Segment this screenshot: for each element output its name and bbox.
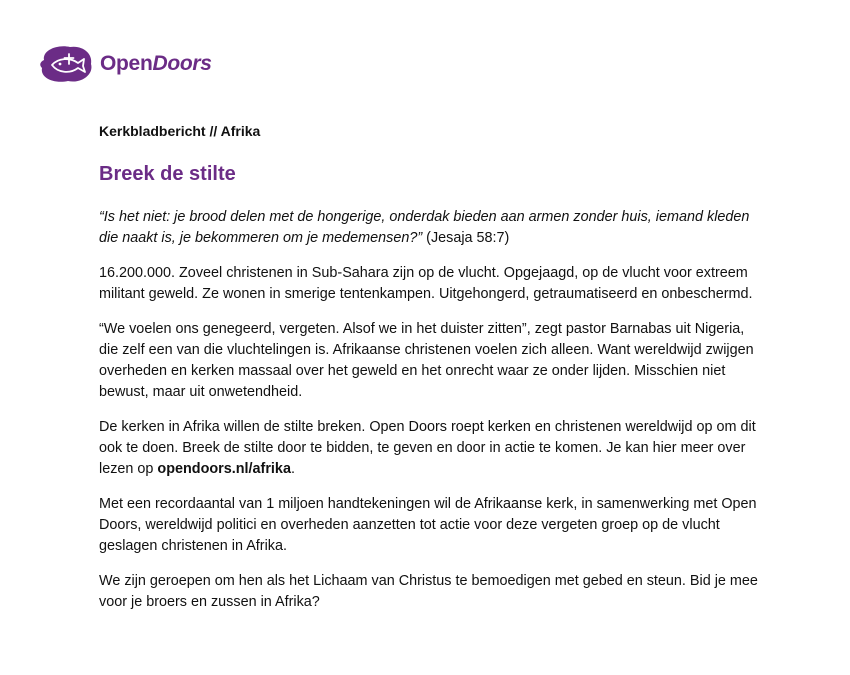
paragraph-signatures: Met een recordaantal van 1 miljoen handtekeningen wil de Afrikaanse kerk, in samenwerking met Open Doors, wereldwijd politici en overheden aanzetten tot actie voor deze vergeten groep op de vlucht geslagen christenen in Afrika. (99, 496, 757, 554)
quote-text: “Is het niet: je brood delen met de hongerige, onderdak bieden aan armen zonder huis, iemand kleden die naakt is, je bekommeren om je medemensen?” (99, 209, 750, 246)
cta-text: De kerken in Afrika willen de stilte breken. Open Doors roept kerken en christenen wereldwijd op om dit ook te doen. Breek de stilte door te bidden, te geven en door in actie te komen. Je kan hier meer over lezen op (99, 419, 756, 477)
brand-name-open: Open (100, 52, 153, 75)
open-doors-logo (38, 44, 212, 84)
bible-quote (99, 207, 759, 249)
document-title: Breek de stilte (99, 163, 236, 185)
quote-reference: (Jesaja 58:7) (422, 230, 510, 246)
paragraph-call-to-action (99, 417, 759, 480)
paragraph-prayer: We zijn geroepen om hen als het Lichaam van Christus te bemoedigen met gebed en steun. Bid je mee voor je broers en zussen in Afrika? (99, 573, 758, 610)
brand-name-doors: Doors (152, 52, 212, 75)
cta-end: . (290, 461, 295, 477)
document-body (99, 120, 759, 613)
paragraph-refugees: 16.200.000. Zoveel christenen in Sub-Sahara zijn op de vlucht. Opgejaagd, op de vlucht voor extreem militant geweld. Ze wonen in smerige tentenkampen. Uitgehongerd, getraumatiseerd en onbeschermd. (99, 265, 753, 302)
brand-name (100, 52, 212, 76)
document-label: Kerkbladbericht // Afrika (99, 123, 261, 139)
paragraph-pastor-quote: “We voelen ons genegeerd, vergeten. Alsof we in het duister zitten”, zegt pastor Barnabas uit Nigeria, die zelf een van die vluchtelingen is. Afrikaanse christenen voelen zich alleen. Want wereldwijd zwijgen overheden en kerken massaal over het geweld en het onrecht waar ze onder lijden. Misschien niet bewust, maar uit onwetendheid. (99, 321, 754, 400)
fish-logo-icon (38, 44, 94, 84)
website-link[interactable]: opendoors.nl/afrika (157, 461, 291, 477)
